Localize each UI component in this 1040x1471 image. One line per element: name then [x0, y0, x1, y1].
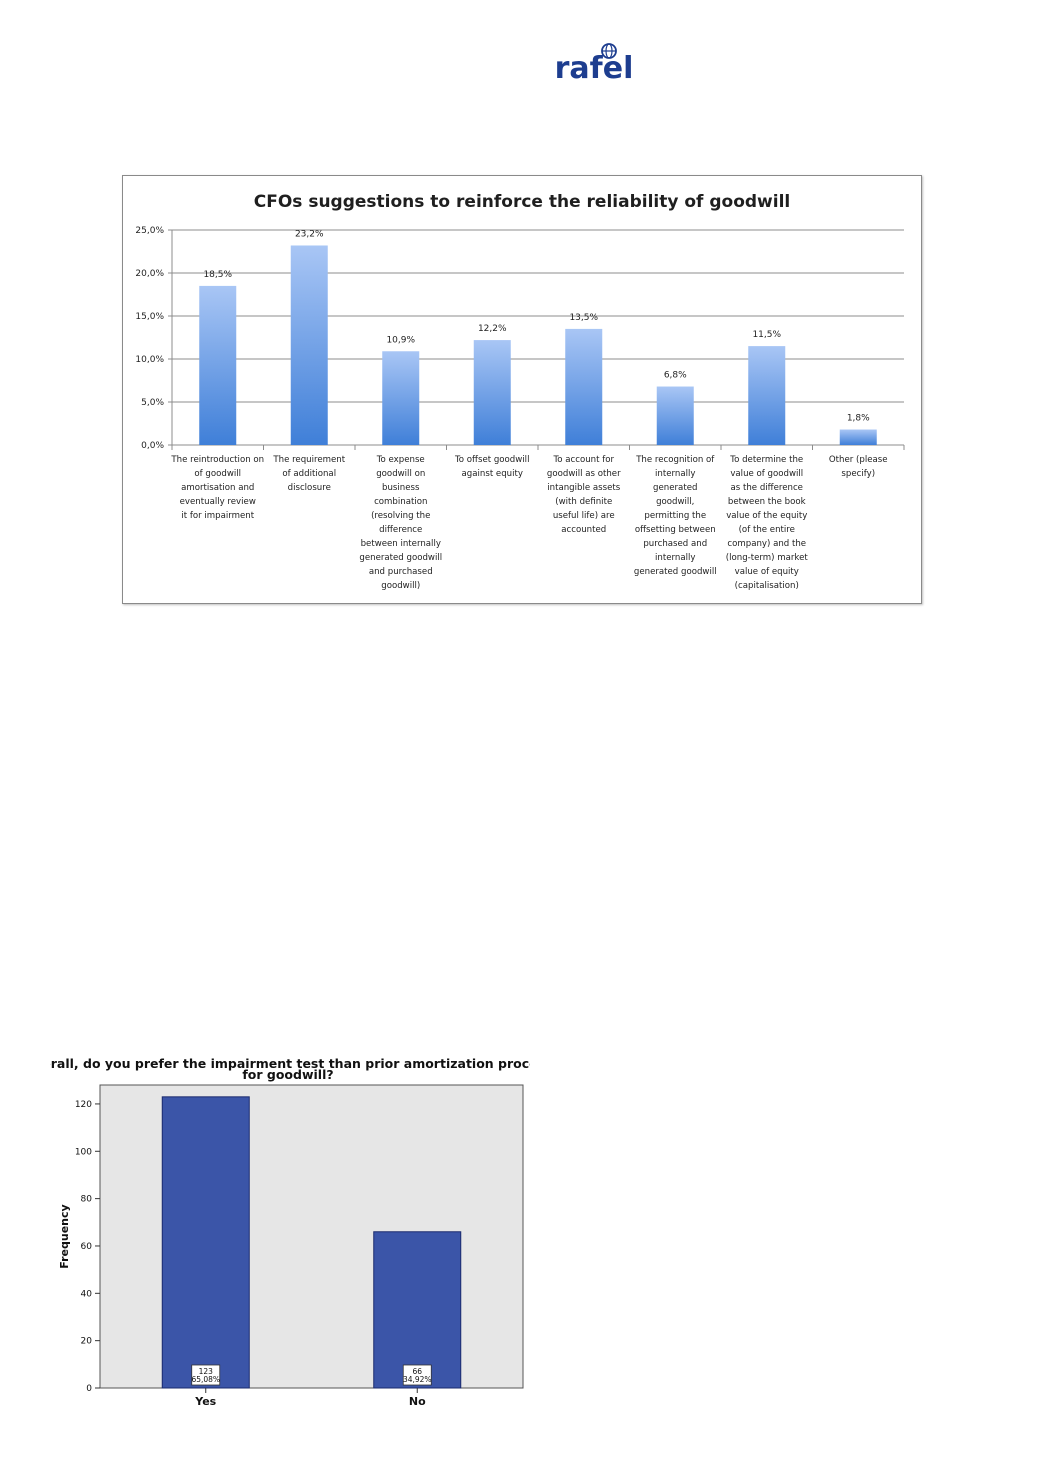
- category-label: combination: [374, 497, 428, 507]
- category-label: of additional: [282, 469, 337, 479]
- category-label: between internally: [360, 539, 441, 549]
- category-label: it for impairment: [181, 511, 255, 521]
- category-label: (resolving the: [371, 511, 431, 521]
- category-label: company) and the: [727, 539, 807, 549]
- y-tick-label: 0,0%: [141, 441, 164, 451]
- category-label: useful life) are: [552, 511, 615, 521]
- chart-title: CFOs suggestions to reinforce the reliability of goodwill: [253, 192, 791, 212]
- y-tick-label: 15,0%: [135, 312, 164, 322]
- data-label: 18,5%: [203, 269, 233, 280]
- rafel-logo: [551, 40, 637, 94]
- cfo-suggestions-chart-svg: [123, 176, 921, 603]
- category-label: To expense: [376, 455, 425, 465]
- category-label: purchased and: [643, 539, 708, 549]
- bar: [657, 387, 694, 445]
- category-label: eventually review: [179, 497, 256, 507]
- bar: [374, 1232, 461, 1388]
- y-tick-label: 10,0%: [135, 355, 164, 365]
- category-label: and purchased: [368, 567, 433, 577]
- data-label: 13,5%: [569, 312, 599, 323]
- category-label: generated: [653, 483, 698, 493]
- impairment-preference-chart-svg: [50, 1052, 530, 1417]
- bar: [565, 329, 602, 445]
- category-label: Other (please: [828, 455, 888, 465]
- data-label-count: 66: [412, 1367, 423, 1376]
- y-tick-label: 100: [74, 1147, 92, 1158]
- logo-text: rafel: [554, 51, 634, 86]
- category-label: value of the equity: [726, 511, 808, 521]
- y-axis-label: Frequency: [58, 1204, 71, 1269]
- category-label: intangible assets: [547, 483, 621, 493]
- data-label: 12,2%: [477, 324, 507, 335]
- category-label: business: [382, 483, 420, 493]
- category-label: value of equity: [734, 567, 799, 577]
- category-label: goodwill as other: [546, 469, 621, 479]
- cfo-suggestions-chart: [122, 175, 922, 604]
- x-tick-label: No: [408, 1395, 426, 1408]
- chart-title: for goodwill?: [242, 1067, 334, 1082]
- category-label: disclosure: [287, 483, 331, 493]
- data-label: 1,8%: [846, 413, 870, 424]
- y-tick-label: 80: [80, 1194, 92, 1205]
- category-label: internally: [655, 553, 696, 563]
- data-label: 10,9%: [386, 335, 416, 346]
- category-label: goodwill): [381, 581, 421, 591]
- category-label: value of goodwill: [730, 469, 804, 479]
- category-label: (with definite: [555, 497, 613, 507]
- y-tick-label: 60: [80, 1241, 92, 1252]
- category-label: offsetting between: [634, 525, 716, 535]
- category-label: permitting the: [644, 511, 707, 521]
- category-label: The requirement: [273, 455, 346, 465]
- category-label: The reintroduction on: [171, 455, 265, 465]
- data-label: 6,8%: [663, 370, 687, 381]
- y-tick-label: 40: [80, 1289, 92, 1300]
- y-tick-label: 25,0%: [135, 226, 164, 236]
- data-label-percent: 34,92%: [402, 1375, 432, 1384]
- category-label: The recognition of: [636, 455, 715, 465]
- category-label: generated goodwill: [633, 567, 717, 577]
- category-label: (long-term) market: [725, 553, 808, 563]
- bar: [748, 346, 785, 445]
- category-label: To account for: [553, 455, 615, 465]
- data-label-percent: 65,08%: [191, 1375, 221, 1384]
- category-label: goodwill,: [656, 497, 695, 507]
- category-label: of goodwill: [194, 469, 242, 479]
- category-label: against equity: [461, 469, 523, 479]
- y-tick-label: 20: [80, 1336, 92, 1347]
- data-label: 11,5%: [752, 330, 782, 341]
- bar: [382, 351, 419, 445]
- bar: [291, 245, 328, 445]
- impairment-preference-chart: [50, 1052, 530, 1417]
- x-tick-label: Yes: [195, 1395, 217, 1408]
- y-tick-label: 120: [74, 1099, 92, 1110]
- category-label: To offset goodwill: [455, 455, 530, 465]
- y-tick-label: 5,0%: [141, 398, 164, 408]
- category-label: To determine the: [730, 455, 804, 465]
- category-label: generated goodwill: [359, 553, 443, 563]
- category-label: as the difference: [730, 483, 803, 493]
- data-label-count: 123: [198, 1367, 213, 1376]
- category-label: (of the entire: [738, 525, 795, 535]
- category-label: between the book: [727, 497, 806, 507]
- bar: [474, 340, 511, 445]
- y-tick-label: 20,0%: [135, 269, 164, 279]
- category-label: specify): [841, 469, 876, 479]
- category-label: goodwill on: [376, 469, 426, 479]
- category-label: accounted: [561, 525, 607, 535]
- data-label: 23,2%: [294, 229, 324, 240]
- bar: [199, 286, 236, 445]
- y-tick-label: 0: [86, 1384, 92, 1394]
- category-label: amortisation and: [181, 483, 255, 493]
- category-label: (capitalisation): [734, 581, 799, 591]
- chart-title: Overall, do you prefer the impairment test than prior amortization process: [50, 1056, 530, 1071]
- bar: [162, 1097, 249, 1388]
- category-label: difference: [379, 525, 423, 535]
- bar: [840, 430, 877, 445]
- category-label: internally: [655, 469, 696, 479]
